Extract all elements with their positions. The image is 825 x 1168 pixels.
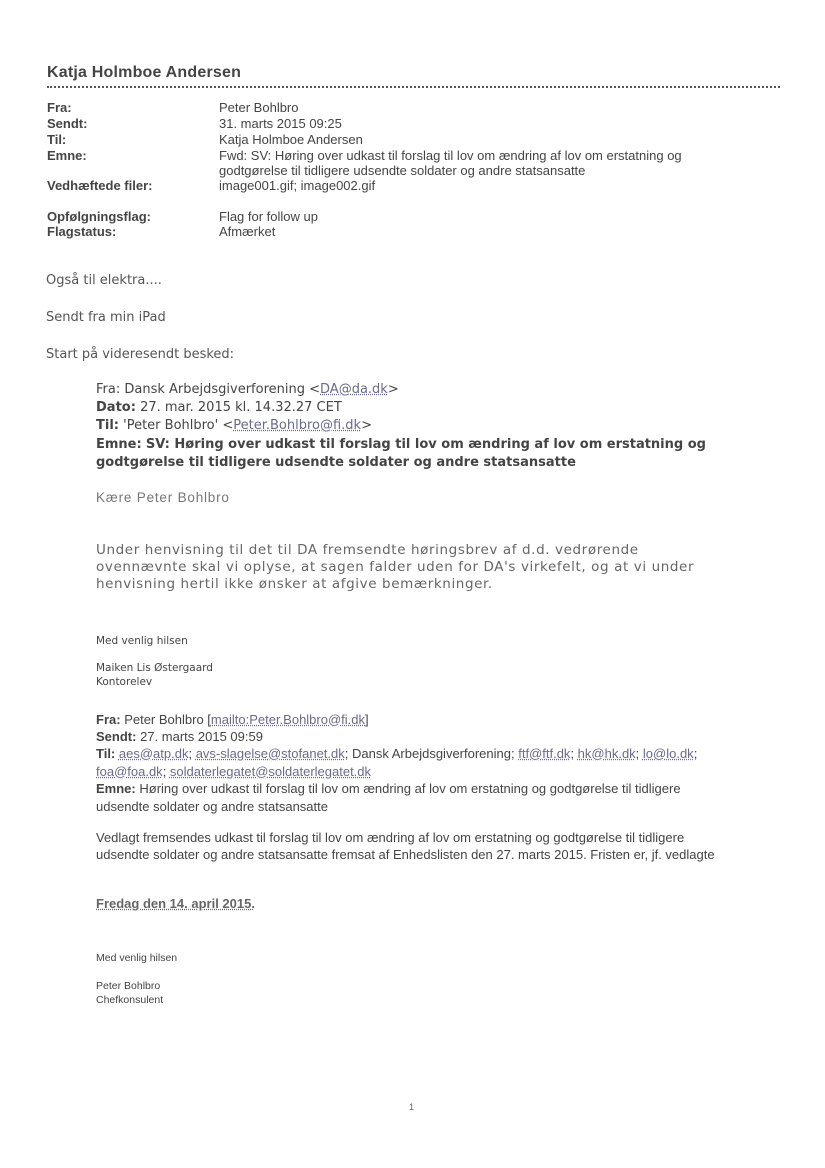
fwd2-from-close: ] (365, 712, 369, 727)
fwd2-subject-label: Emne: (96, 781, 136, 796)
fwd1-to-close: > (361, 418, 372, 433)
body-line-1: Også til elektra.... (46, 273, 162, 288)
to-label: Til: (47, 132, 67, 147)
fwd1-date-label: Dato: (96, 400, 136, 415)
fwd1-date-value: 27. mar. 2015 kl. 14.32.27 CET (140, 400, 342, 415)
fwd1-subject-line (96, 436, 726, 472)
fwd2-signer-title: Chefkonsulent (96, 994, 164, 1006)
fwd1-to-line (96, 417, 736, 435)
from-label: Fra: (47, 100, 72, 115)
fwd1-date-line (96, 399, 736, 417)
subject-value: Fwd: SV: Høring over udkast til forslag til lov om ændring af lov om erstatning og godtgørelse til tidligere udsendte soldater og andre statsansatte (219, 148, 682, 178)
fwd2-deadline: Fredag den 14. april 2015. (96, 896, 255, 911)
fwd2-closing: Med venlig hilsen (96, 952, 178, 964)
fwd2-from-line (96, 711, 736, 729)
attachments-value[interactable]: image001.gif; image002.gif (219, 178, 376, 193)
fwd1-subject-value: SV: Høring over udkast til forslag til lov om ændring af lov om erstatning og godtgørelse til tidligere udsendte soldater og andre statsansatte (96, 437, 706, 470)
fwd1-to-label: Til: (96, 418, 119, 433)
fwd2-to-email-link[interactable]: avs-slagelse@stofanet.dk (195, 746, 345, 761)
flag-status-label: Flagstatus: (47, 224, 117, 239)
fwd2-to-email-link[interactable]: soldaterlegatet@soldaterlegatet.dk (169, 764, 372, 779)
fwd2-from-name: Peter Bohlbro [ (124, 712, 211, 727)
fwd2-to-label: Til: (96, 746, 116, 761)
from-value: Peter Bohlbro (219, 100, 299, 115)
fwd2-subject-line (96, 780, 716, 816)
fwd2-sent-value: 27. marts 2015 09:59 (140, 729, 263, 744)
followup-flag-value: Flag for follow up (219, 209, 318, 224)
fwd2-to-email-link[interactable]: hk@hk.dk (577, 746, 636, 761)
fwd2-to-recipient: Dansk Arbejdsgiverforening (352, 746, 511, 761)
fwd1-closing: Med venlig hilsen (96, 635, 188, 647)
attachments-label: Vedhæftede filer: (47, 178, 153, 193)
fwd1-from-line (96, 381, 736, 399)
fwd2-to-email-link[interactable]: foa@foa.dk (96, 764, 163, 779)
fwd1-to-email-link[interactable]: Peter.Bohlbro@fi.dk (233, 418, 362, 433)
fwd2-subject-value: Høring over udkast til forslag til lov om ændring af lov om erstatning og godtgørelse til tidligere udsendte soldater og andre statsansatte (96, 781, 681, 814)
owner-divider (47, 86, 780, 90)
fwd2-sent-label: Sendt: (96, 729, 137, 744)
fwd1-signer-title: Kontorelev (96, 676, 153, 688)
body-line-3: Start på videresendt besked: (46, 347, 235, 362)
fwd1-from-label: Fra: (96, 382, 121, 397)
fwd1-from-close: > (387, 382, 399, 397)
fwd2-paragraph: Vedlagt fremsendes udkast til forslag til lov om ændring af lov om erstatning og godtgørelse til tidligere udsendte soldater og andre statsansatte fremsat af Enhedslisten den 27. marts 2015. Fristen er, jf. vedlagte (96, 830, 715, 862)
body-line-2: Sendt fra min iPad (46, 310, 166, 325)
fwd1-greeting: Kære Peter Bohlbro (96, 490, 230, 505)
fwd1-subject-label: Emne: (96, 437, 142, 452)
fwd2-signer-name: Peter Bohlbro (96, 980, 161, 992)
fwd2-sent-line (96, 728, 736, 746)
followup-flag-label: Opfølgningsflag: (47, 209, 151, 224)
sent-label: Sendt: (47, 116, 88, 131)
fwd2-to-email-link[interactable]: lo@lo.dk (642, 746, 694, 761)
fwd1-from-email-link[interactable]: DA@da.dk (320, 382, 388, 397)
fwd2-mailto-link[interactable]: mailto:Peter.Bohlbro@fi.dk (210, 712, 366, 727)
fwd2-from-label: Fra: (96, 712, 121, 727)
subject-label: Emne: (47, 148, 87, 163)
flag-status-value: Afmærket (219, 224, 276, 239)
sent-value: 31. marts 2015 09:25 (219, 116, 342, 131)
fwd1-from-name: Dansk Arbejdsgiverforening < (124, 382, 321, 397)
fwd2-to-email-link[interactable]: ftf@ftf.dk (518, 746, 571, 761)
page-number: 1 (409, 1102, 415, 1112)
fwd2-to-line: Til: aes@atp.dk; avs-slagelse@stofanet.dk; Dansk Arbejdsgiverforening; ftf@ftf.dk; hk@hk.dk; lo@lo.dk; foa@foa.dk; soldaterlegatet@soldaterlegatet.dk (96, 746, 698, 779)
to-value: Katja Holmboe Andersen (219, 132, 363, 147)
mailbox-owner-name: Katja Holmboe Andersen (47, 64, 242, 81)
fwd1-to-name: 'Peter Bohlbro' < (123, 418, 234, 433)
fwd1-paragraph: Under henvisning til det til DA fremsendte høringsbrev af d.d. vedrørende ovennævnte skal vi oplyse, at sagen falder uden for DA's virkefelt, og at vi under henvisning hertil ikke ønsker at afgive bemærkninger. (96, 542, 695, 592)
fwd1-signer-name: Maiken Lis Østergaard (96, 662, 213, 674)
fwd2-to-email-link[interactable]: aes@atp.dk (118, 746, 189, 761)
